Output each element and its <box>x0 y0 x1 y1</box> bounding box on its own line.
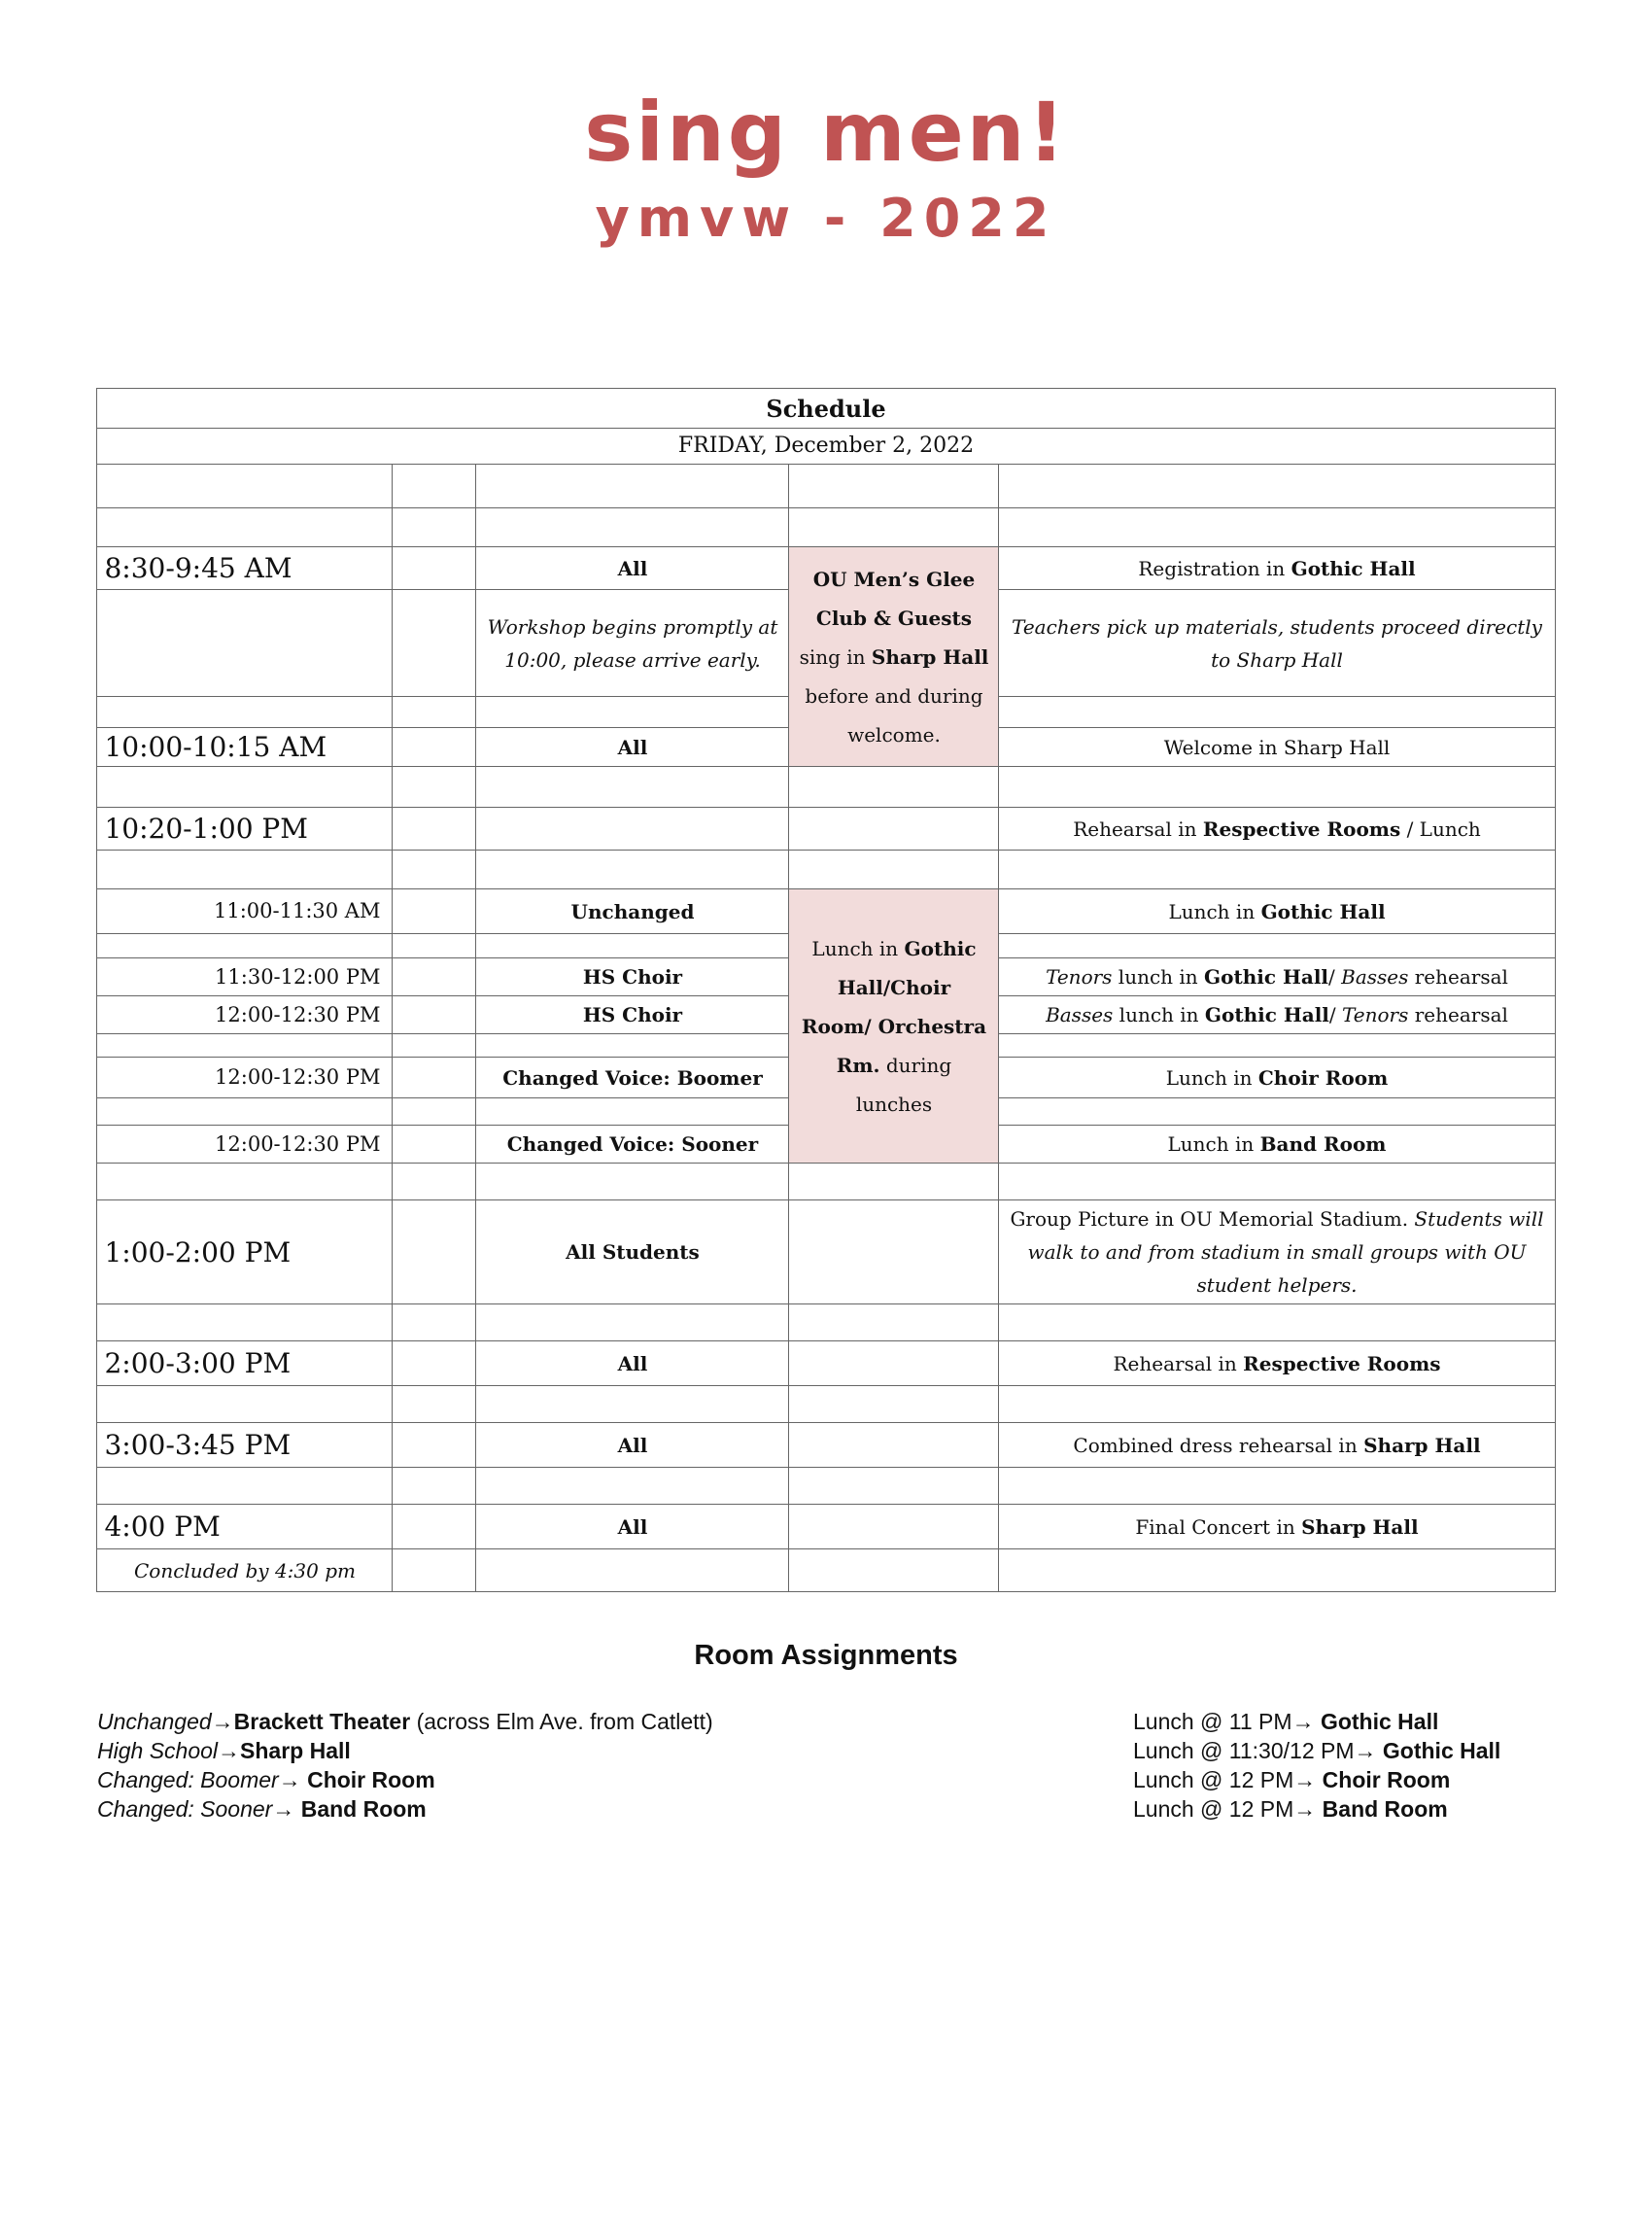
time-cell: 12:00-12:30 PM <box>97 1126 393 1164</box>
time-cell: 8:30-9:45 AM <box>97 547 393 590</box>
schedule-row <box>97 1341 1555 1386</box>
text-run: Lunch @ 12 PM <box>1133 1796 1294 1823</box>
text-run: Rehearsal in <box>1073 817 1203 841</box>
text-run: rehearsal <box>1408 965 1508 990</box>
text-run: Changed: Boomer <box>97 1767 279 1793</box>
text-run: sing in <box>799 644 872 669</box>
schedule-date-row <box>97 429 1555 465</box>
text-run: Respective Rooms <box>1202 817 1401 841</box>
schedule-row <box>97 851 1555 889</box>
text-run: All <box>617 1433 648 1457</box>
text-run: lunch in <box>1113 1003 1205 1027</box>
activity-cell <box>999 590 1555 697</box>
activity-cell <box>999 767 1555 808</box>
text-run: Choir Room <box>307 1767 435 1793</box>
notes-cell <box>789 1423 999 1468</box>
spacer-cell <box>393 851 476 889</box>
spacer-cell <box>393 1304 476 1341</box>
room-assignments-section <box>0 1707 1652 1843</box>
schedule-row <box>97 465 1555 508</box>
text-run: Registration in <box>1138 556 1291 580</box>
time-cell <box>97 767 393 808</box>
text-run: → <box>278 1767 308 1793</box>
spacer-cell <box>393 508 476 547</box>
text-run: HS Choir <box>582 1003 683 1027</box>
time-cell <box>97 934 393 958</box>
text-run: Lunch @ 11:30/12 PM <box>1133 1738 1355 1764</box>
spacer-cell <box>393 465 476 508</box>
text-run: Brackett Theater <box>233 1709 411 1735</box>
text-run: Band Room <box>1259 1132 1387 1157</box>
text-run: (across Elm Ave. from Catlett) <box>410 1709 713 1735</box>
group-cell <box>476 1341 789 1386</box>
text-run: High School <box>97 1738 219 1764</box>
notes-cell <box>789 1505 999 1549</box>
notes-cell <box>789 1386 999 1423</box>
activity-cell <box>999 1126 1555 1164</box>
activity-cell <box>999 728 1555 767</box>
notes-cell <box>789 1164 999 1200</box>
time-cell <box>97 1164 393 1200</box>
text-run: Teachers pick up materials, students proceed directly to Sharp Hall <box>1012 614 1542 672</box>
text-run: before and during welcome. <box>805 683 983 747</box>
spacer-cell <box>393 1423 476 1468</box>
text-run: Lunch in <box>1168 899 1261 923</box>
activity-cell <box>999 1505 1555 1549</box>
text-run: Unchanged <box>97 1709 212 1735</box>
room-assignments-heading: Room Assignments <box>694 1640 958 1672</box>
text-run: Sharp Hall <box>1363 1433 1481 1457</box>
spacer-cell <box>393 934 476 958</box>
text-run: Changed Voice: Sooner <box>506 1132 759 1157</box>
text-run: Group Picture in OU Memorial Stadium. <box>1010 1207 1415 1232</box>
spacer-cell <box>393 1386 476 1423</box>
room-assignment-line <box>1133 1765 1500 1794</box>
spacer-cell <box>393 889 476 934</box>
time-cell: 12:00-12:30 PM <box>97 1058 393 1098</box>
text-run: Gothic Hall <box>1204 1003 1329 1027</box>
room-assignment-line <box>97 1707 713 1736</box>
activity-cell <box>999 808 1555 851</box>
time-cell: 1:00-2:00 PM <box>97 1200 393 1304</box>
schedule-row <box>97 1386 1555 1423</box>
room-assignment-line <box>1133 1794 1500 1824</box>
room-assignment-line <box>97 1765 713 1794</box>
text-run: All <box>617 1514 648 1539</box>
time-cell: 12:00-12:30 PM <box>97 996 393 1034</box>
text-run: Lunch in <box>811 936 905 960</box>
text-run: Respective Rooms <box>1243 1351 1441 1375</box>
group-cell <box>476 889 789 934</box>
schedule-row <box>97 1164 1555 1200</box>
time-cell <box>97 1386 393 1423</box>
schedule-row <box>97 889 1555 934</box>
notes-cell <box>789 767 999 808</box>
group-cell <box>476 508 789 547</box>
text-run: → <box>1291 1709 1321 1735</box>
time-cell: 11:30-12:00 PM <box>97 958 393 996</box>
spacer-cell <box>393 728 476 767</box>
spacer-cell <box>393 1034 476 1058</box>
text-run: Gothic Hall <box>1260 899 1386 923</box>
time-cell <box>97 1468 393 1505</box>
schedule-table <box>96 388 1555 1592</box>
text-run: Workshop begins promptly at 10:00, please arrive early. <box>487 614 778 672</box>
activity-cell <box>999 1200 1555 1304</box>
time-cell <box>97 1098 393 1126</box>
time-cell: 3:00-3:45 PM <box>97 1423 393 1468</box>
schedule-row <box>97 767 1555 808</box>
room-assignment-line <box>1133 1736 1500 1765</box>
group-cell <box>476 697 789 728</box>
text-run: Choir Room <box>1257 1065 1389 1090</box>
time-cell: 11:00-11:30 AM <box>97 889 393 934</box>
group-cell <box>476 1386 789 1423</box>
group-cell <box>476 1058 789 1098</box>
schedule-row <box>97 1200 1555 1304</box>
schedule-row <box>97 1423 1555 1468</box>
notes-cell <box>789 465 999 508</box>
time-cell <box>97 697 393 728</box>
spacer-cell <box>393 1098 476 1126</box>
text-run: All <box>617 735 648 759</box>
activity-cell <box>999 996 1555 1034</box>
room-assignment-line <box>97 1736 713 1765</box>
text-run: Lunch @ 12 PM <box>1133 1767 1294 1793</box>
notes-cell <box>789 508 999 547</box>
text-run: All <box>617 556 648 580</box>
group-cell <box>476 808 789 851</box>
schedule-title-row <box>97 389 1555 429</box>
text-run: rehearsal <box>1408 1003 1508 1027</box>
activity-cell <box>999 851 1555 889</box>
text-run: → <box>272 1796 301 1823</box>
activity-cell <box>999 697 1555 728</box>
group-cell <box>476 590 789 697</box>
text-run: Combined dress rehearsal in <box>1073 1433 1364 1457</box>
schedule-row <box>97 1304 1555 1341</box>
spacer-cell <box>393 1126 476 1164</box>
text-run: Welcome in Sharp Hall <box>1163 735 1391 759</box>
text-run: Basses <box>1341 965 1409 990</box>
time-cell <box>97 465 393 508</box>
notes-cell <box>789 1200 999 1304</box>
group-cell <box>476 1098 789 1126</box>
text-run: All <box>617 1351 648 1375</box>
spacer-cell <box>393 958 476 996</box>
text-run: Students will walk to and from stadium in small groups with OU student helpers. <box>1027 1207 1544 1298</box>
spacer-cell <box>393 1468 476 1505</box>
text-run: Unchanged <box>570 899 695 923</box>
text-run: / <box>1328 965 1342 990</box>
text-run: Rehearsal in <box>1113 1351 1244 1375</box>
group-cell <box>476 1505 789 1549</box>
text-run: → <box>211 1709 234 1735</box>
time-cell <box>97 590 393 697</box>
glee-club-note-cell <box>789 547 999 767</box>
group-cell <box>476 767 789 808</box>
group-cell <box>476 465 789 508</box>
room-assignment-line <box>1133 1707 1500 1736</box>
time-cell: 10:00-10:15 AM <box>97 728 393 767</box>
schedule-body <box>97 389 1555 1592</box>
room-list-right <box>1133 1707 1500 1824</box>
activity-cell <box>999 508 1555 547</box>
text-run: Tenors <box>1046 965 1113 990</box>
text-run: → <box>218 1738 241 1764</box>
text-run: Sharp Hall <box>1301 1514 1419 1539</box>
document-page <box>0 86 1652 2224</box>
group-cell <box>476 1423 789 1468</box>
text-run: HS Choir <box>582 965 683 990</box>
schedule-row <box>97 547 1555 590</box>
activity-cell <box>999 1386 1555 1423</box>
text-run: Changed: Sooner <box>97 1796 273 1823</box>
group-cell <box>476 1468 789 1505</box>
text-run: Gothic Hall <box>1320 1709 1439 1735</box>
group-cell <box>476 958 789 996</box>
text-run: → <box>1354 1738 1383 1764</box>
event-title: sing men! <box>584 85 1068 180</box>
activity-cell <box>999 1423 1555 1468</box>
time-cell: 4:00 PM <box>97 1505 393 1549</box>
text-run: Sharp Hall <box>240 1738 351 1764</box>
text-run: during lunches <box>855 1053 952 1116</box>
group-cell <box>476 996 789 1034</box>
time-cell <box>97 1034 393 1058</box>
schedule-row <box>97 808 1555 851</box>
activity-cell <box>999 1098 1555 1126</box>
text-run: → <box>1293 1767 1323 1793</box>
group-cell <box>476 1034 789 1058</box>
text-run: Gothic Hall <box>1382 1738 1501 1764</box>
event-subtitle: ymvw - 2022 <box>595 187 1057 249</box>
group-cell <box>476 1164 789 1200</box>
text-run: OU Men’s Glee Club & Guests <box>812 567 976 630</box>
schedule-row <box>97 508 1555 547</box>
activity-cell <box>999 889 1555 934</box>
schedule-row <box>97 1505 1555 1549</box>
text-run: Sharp Hall <box>871 644 989 669</box>
schedule-row <box>97 1468 1555 1505</box>
activity-cell <box>999 1468 1555 1505</box>
spacer-cell <box>393 996 476 1034</box>
activity-cell <box>999 465 1555 508</box>
spacer-cell <box>393 547 476 590</box>
text-run: Lunch @ 11 PM <box>1133 1709 1292 1735</box>
text-run: Tenors <box>1342 1003 1409 1027</box>
notes-cell <box>789 1304 999 1341</box>
schedule-title: Schedule <box>97 389 1555 429</box>
room-list-left <box>97 1707 713 1824</box>
time-cell <box>97 851 393 889</box>
time-cell: 10:20-1:00 PM <box>97 808 393 851</box>
text-run: Final Concert in <box>1135 1514 1302 1539</box>
notes-cell <box>789 1468 999 1505</box>
text-run: Lunch in <box>1167 1132 1260 1157</box>
text-run: lunch in <box>1112 965 1205 990</box>
activity-cell <box>999 1304 1555 1341</box>
group-cell <box>476 547 789 590</box>
activity-cell <box>999 958 1555 996</box>
time-cell <box>97 508 393 547</box>
schedule-row <box>97 1549 1555 1592</box>
text-run: Basses <box>1046 1003 1114 1027</box>
text-run: Lunch in <box>1165 1065 1258 1090</box>
room-assignment-line <box>97 1794 713 1824</box>
spacer-cell <box>393 1505 476 1549</box>
group-cell <box>476 1549 789 1592</box>
group-cell <box>476 1200 789 1304</box>
activity-cell <box>999 547 1555 590</box>
text-run: Gothic Hall <box>1204 965 1329 990</box>
spacer-cell <box>393 1164 476 1200</box>
group-cell <box>476 728 789 767</box>
group-cell <box>476 934 789 958</box>
time-cell: 2:00-3:00 PM <box>97 1341 393 1386</box>
time-cell: Concluded by 4:30 pm <box>97 1549 393 1592</box>
notes-cell <box>789 1549 999 1592</box>
text-run: Gothic Hall <box>1291 556 1416 580</box>
text-run: Band Room <box>1322 1796 1448 1823</box>
group-cell <box>476 1304 789 1341</box>
spacer-cell <box>393 1549 476 1592</box>
activity-cell <box>999 1058 1555 1098</box>
lunch-note-cell <box>789 889 999 1164</box>
text-run: / Lunch <box>1400 817 1481 841</box>
spacer-cell <box>393 1341 476 1386</box>
text-run: Gothic Hall/Choir Room/ Orchestra Rm. <box>801 936 987 1077</box>
spacer-cell <box>393 1058 476 1098</box>
notes-cell <box>789 851 999 889</box>
text-run: Changed Voice: Boomer <box>502 1065 763 1090</box>
text-run: / <box>1328 1003 1343 1027</box>
text-run: → <box>1293 1796 1323 1823</box>
spacer-cell <box>393 697 476 728</box>
schedule-date: FRIDAY, December 2, 2022 <box>97 429 1555 465</box>
activity-cell <box>999 1164 1555 1200</box>
text-run: Choir Room <box>1322 1767 1451 1793</box>
activity-cell <box>999 1034 1555 1058</box>
time-cell <box>97 1304 393 1341</box>
spacer-cell <box>393 1200 476 1304</box>
notes-cell <box>789 1341 999 1386</box>
text-run: Band Room <box>300 1796 427 1823</box>
spacer-cell <box>393 767 476 808</box>
activity-cell <box>999 934 1555 958</box>
text-run: All Students <box>566 1240 700 1265</box>
activity-cell <box>999 1549 1555 1592</box>
group-cell <box>476 1126 789 1164</box>
activity-cell <box>999 1341 1555 1386</box>
spacer-cell <box>393 590 476 697</box>
spacer-cell <box>393 808 476 851</box>
group-cell <box>476 851 789 889</box>
notes-cell <box>789 808 999 851</box>
